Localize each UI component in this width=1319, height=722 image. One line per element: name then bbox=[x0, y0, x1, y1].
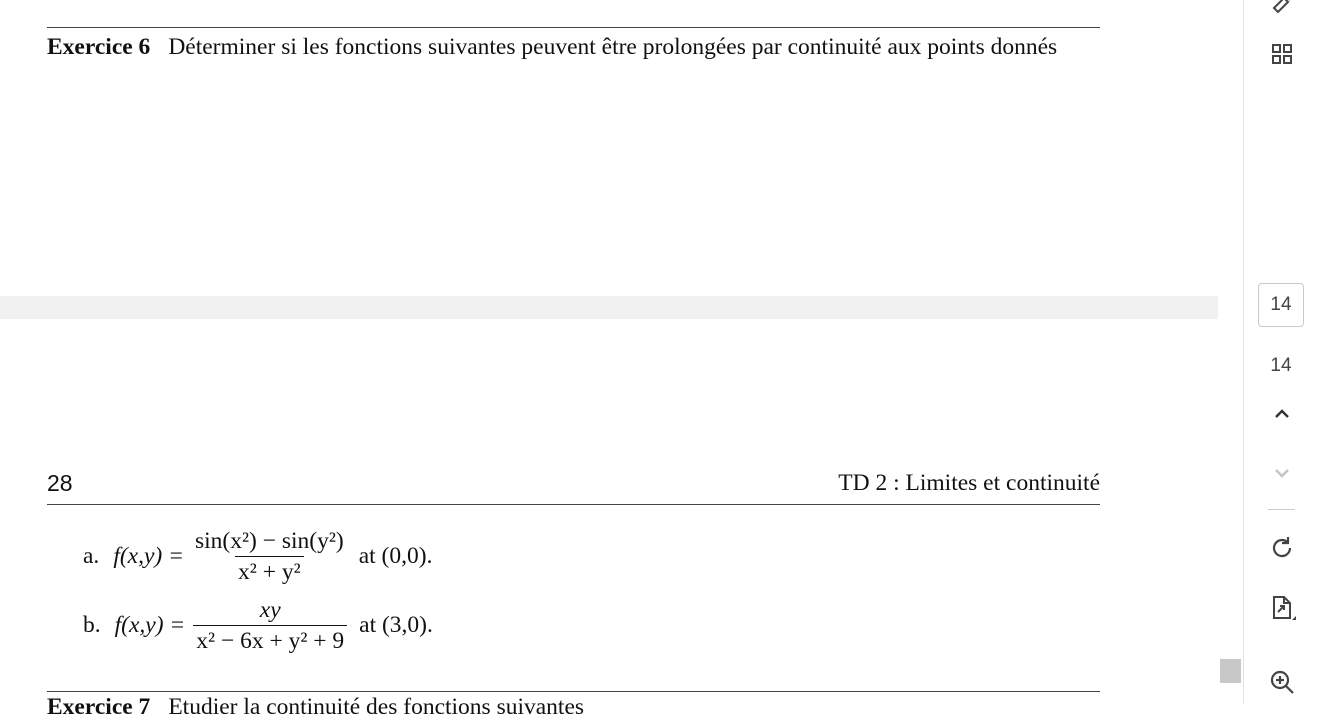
pen-icon[interactable] bbox=[1262, 0, 1302, 22]
page-number-input[interactable]: 14 bbox=[1258, 283, 1304, 327]
fraction bbox=[192, 528, 347, 585]
chevron-up-icon[interactable] bbox=[1262, 394, 1302, 434]
list-item bbox=[83, 597, 433, 654]
exercise-title: Exercice 6 bbox=[47, 34, 151, 60]
total-pages: 14 bbox=[1270, 355, 1292, 376]
exercise-6-statement bbox=[47, 31, 1100, 64]
fraction-denominator: x² − 6x + y² + 9 bbox=[193, 625, 347, 654]
item-label: a. bbox=[83, 543, 100, 569]
function-lhs: f(x,y) = bbox=[113, 543, 184, 569]
fraction bbox=[193, 597, 347, 654]
chevron-down-icon[interactable] bbox=[1262, 453, 1302, 493]
page-separator bbox=[0, 296, 1218, 319]
toolbar-divider bbox=[1268, 509, 1295, 510]
page-number: 28 bbox=[47, 470, 73, 496]
point-suffix: at (3,0). bbox=[359, 612, 433, 638]
list-item bbox=[83, 528, 432, 585]
zoom-in-icon[interactable] bbox=[1262, 662, 1302, 702]
header-rule bbox=[47, 504, 1100, 505]
exercise-text: Déterminer si les fonctions suivantes peuvent être prolongées par continuité aux points donnés bbox=[168, 34, 1058, 60]
rotate-icon[interactable] bbox=[1262, 528, 1302, 568]
fraction-numerator: xy bbox=[259, 597, 281, 623]
top-rule bbox=[47, 27, 1100, 28]
function-lhs: f(x,y) = bbox=[114, 612, 186, 638]
exercise-text: Etudier la continuité des fonctions suivantes bbox=[168, 694, 585, 720]
fraction-denominator: x² + y² bbox=[235, 556, 304, 585]
point-suffix: at (0,0). bbox=[358, 543, 433, 569]
exercise-7-statement bbox=[47, 692, 584, 722]
running-title: TD 2 : Limites et continuité bbox=[838, 470, 1100, 496]
pdf-page-previous bbox=[0, 0, 1218, 296]
file-export-icon[interactable] bbox=[1262, 588, 1302, 628]
grid-icon[interactable] bbox=[1262, 34, 1302, 74]
scrollbar-thumb[interactable] bbox=[1220, 659, 1241, 683]
fraction-numerator: sin(x²) − sin(y²) bbox=[194, 528, 344, 554]
item-label: b. bbox=[83, 612, 101, 638]
vertical-scrollbar[interactable] bbox=[1218, 0, 1244, 704]
exercise-title: Exercice 7 bbox=[47, 694, 151, 720]
